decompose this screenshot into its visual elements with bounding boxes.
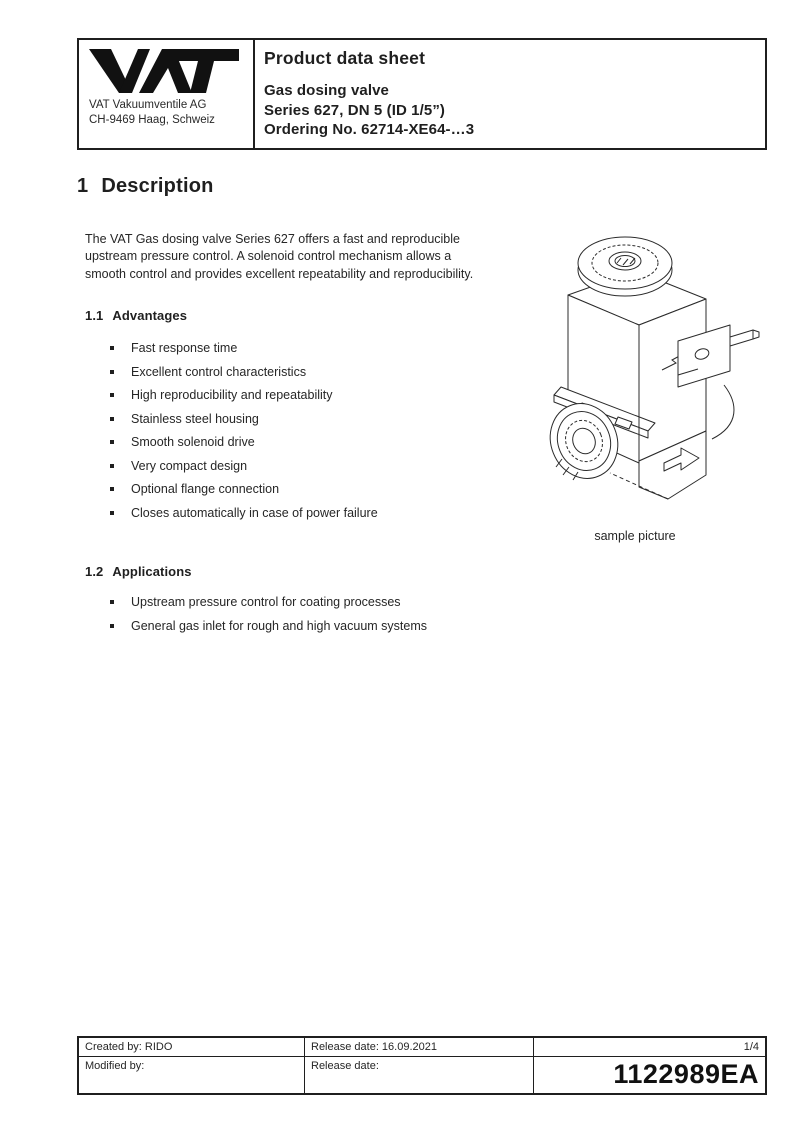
bullet-icon: [110, 440, 114, 444]
company-address: CH-9469 Haag, Schweiz: [89, 114, 215, 126]
footer-release-date-modified: Release date:: [305, 1057, 534, 1093]
list-item-text: Excellent control characteristics: [131, 364, 307, 379]
section-1-1-heading: [85, 308, 187, 323]
description-line: smooth control and provides excellent repeatability and reproducibility.: [85, 266, 474, 281]
list-item: [110, 436, 378, 449]
bullet-icon: [110, 370, 114, 374]
bullet-icon: [110, 417, 114, 421]
product-name: Gas dosing valve: [264, 82, 389, 99]
list-item: [110, 483, 378, 496]
vat-logo-icon: [89, 47, 239, 95]
bullet-icon: [110, 624, 114, 628]
list-item-text: Stainless steel housing: [131, 411, 259, 426]
list-item-text: General gas inlet for rough and high vacuum systems: [131, 618, 427, 633]
list-item: [110, 596, 427, 609]
section-1-number: 1: [77, 175, 89, 197]
header-logo-column: [79, 40, 255, 148]
section-1-2-number: 1.2: [85, 564, 104, 579]
list-item: [110, 366, 378, 379]
section-1-heading: [77, 175, 214, 198]
section-1-2-title: Applications: [112, 564, 192, 579]
bullet-icon: [110, 464, 114, 468]
bullet-icon: [110, 511, 114, 515]
description-line: upstream pressure control. A solenoid control mechanism allows a: [85, 249, 452, 264]
footer-document-number: 1122989EA: [613, 1058, 759, 1089]
company-name: VAT Vakuumventile AG: [89, 99, 207, 111]
list-item: [110, 460, 378, 473]
list-item-text: Optional flange connection: [131, 482, 280, 496]
list-item: [110, 389, 378, 402]
footer-page-number: 1/4: [534, 1038, 765, 1057]
bullet-icon: [110, 600, 114, 604]
applications-list: [110, 596, 427, 643]
list-item-text: Very compact design: [131, 458, 248, 473]
bullet-icon: [110, 346, 114, 350]
bullet-icon: [110, 487, 114, 491]
list-item-text: Smooth solenoid drive: [131, 435, 255, 449]
footer-release-date-created: Release date: 16.09.2021: [305, 1038, 534, 1057]
list-item: [110, 620, 427, 633]
document-type-title: Product data sheet: [264, 48, 426, 68]
footer-table: [77, 1036, 767, 1095]
footer-modified-by: Modified by:: [79, 1057, 305, 1093]
description-line: The VAT Gas dosing valve Series 627 offers a fast and reproducible: [85, 232, 460, 246]
section-1-1-title: Advantages: [112, 308, 188, 323]
list-item: [110, 413, 378, 426]
list-item-text: Closes automatically in case of power failure: [131, 505, 378, 520]
gas-dosing-valve-illustration-icon: [540, 235, 770, 525]
product-ordering-no: Ordering No. 62714-XE64-…3: [264, 121, 475, 138]
product-series: Series 627, DN 5 (ID 1/5”): [264, 101, 446, 119]
description-paragraph: [85, 231, 473, 283]
section-1-1-number: 1.1: [85, 308, 104, 323]
bullet-icon: [110, 393, 114, 397]
header-box: [77, 38, 767, 150]
list-item: [110, 342, 378, 355]
figure-caption: sample picture: [594, 529, 676, 543]
advantages-list: [110, 342, 378, 530]
section-1-title: Description: [101, 175, 214, 197]
valve-technical-drawing: [540, 235, 770, 525]
list-item-text: Fast response time: [131, 341, 238, 355]
header-title-column: [255, 40, 765, 148]
list-item: [110, 507, 378, 520]
list-item-text: Upstream pressure control for coating processes: [131, 595, 401, 609]
section-1-2-heading: [85, 564, 192, 579]
footer-created-by: Created by: RIDO: [79, 1038, 305, 1057]
list-item-text: High reproducibility and repeatability: [131, 388, 333, 402]
